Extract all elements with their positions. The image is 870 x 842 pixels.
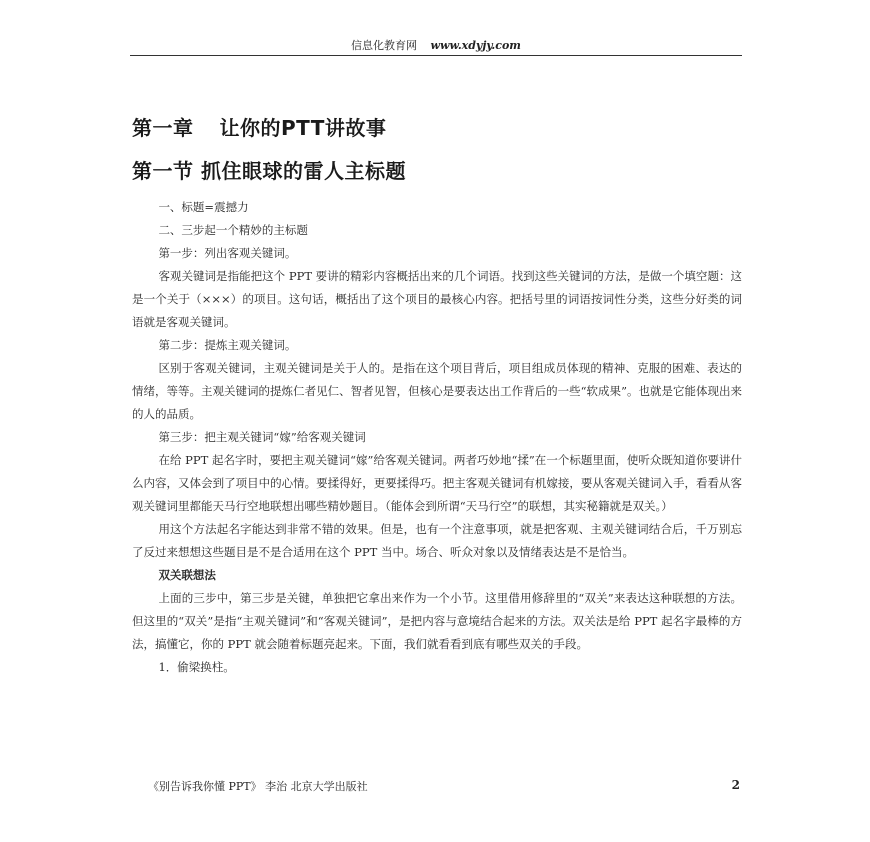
chapter-title [132, 112, 386, 141]
pun-method-heading: 双关联想法 [158, 568, 216, 582]
chapter-number: 第一章 [132, 116, 194, 140]
header-divider [130, 55, 742, 56]
pun-method-paragraph: 上面的三步中，第三步是关键，单独把它拿出来作为一个小节。这里借用修辞里的“双关”来表达这种联想的方法。但这里的“双关”是指“主观关键词”和“客观关键词”，是把内容与意境结合起来的方法。双关法是给 PPT 起名字最棒的方法，搞懂它，你的 PPT 就会随着标题亮起来。下面，我们就看看到底有哪些双关的手段。 [132, 591, 742, 651]
site-url: www.xdyjy.com [430, 39, 521, 52]
step-3-paragraph: 在给 PPT 起名字时，要把主观关键词“嫁”给客观关键词。两者巧妙地“揉”在一个标题里面，使听众既知道你要讲什么内容，又体会到了项目中的心情。要揉得好，更要揉得巧。把主客观关键词有机嫁接，要从客观关键词入手，看看从客观关键词里都能天马行空地联想出哪些精妙题目。（能体会到所谓“天马行空”的联想，其实秘籍就是双关。） [132, 453, 742, 513]
book-citation: 《别告诉我你懂 PPT》 李治 北京大学出版社 [148, 780, 368, 793]
site-name: 信息化教育网 [351, 39, 418, 52]
step-1-paragraph: 客观关键词是指能把这个 PPT 要讲的精彩内容概括出来的几个词语。找到这些关键词的方法，是做一个填空题：这是一个关于（×××）的项目。这句话，概括出了这个项目的最核心内容。把括号里的词语按词性分类，这些分好类的词语就是客观关键词。 [132, 269, 742, 329]
page-header [130, 38, 742, 54]
step-2-paragraph: 区别于客观关键词，主观关键词是关于人的。是指在这个项目背后，项目组成员体现的精神、克服的困难、表达的情绪，等等。主观关键词的提炼仁者见仁、智者见智，但核心是要表达出工作背后的一些“软成果”。也就是它能体现出来的人的品质。 [132, 361, 742, 421]
method-note-paragraph: 用这个方法起名字能达到非常不错的效果。但是，也有一个注意事项，就是把客观、主观关键词结合后，千万别忘了反过来想想这些题目是不是合适用在这个 PPT 当中。场合、听众对象以及情绪表达是不是恰当。 [132, 522, 742, 559]
page-footer [148, 778, 740, 794]
list-item-1: 1．偷梁换柱。 [158, 660, 235, 674]
heading-three-steps: 二、三步起一个精妙的主标题 [158, 223, 308, 237]
chapter-name: 让你的PTT讲故事 [219, 116, 387, 140]
step-3-heading: 第三步：把主观关键词“嫁”给客观关键词 [158, 430, 366, 444]
page-number: 2 [731, 778, 740, 792]
step-1-heading: 第一步：列出客观关键词。 [158, 246, 297, 260]
heading-title-impact: 一、标题=震撼力 [158, 200, 249, 214]
body-text [132, 196, 742, 679]
step-2-heading: 第二步：提炼主观关键词。 [158, 338, 297, 352]
section-title: 第一节 抓住眼球的雷人主标题 [132, 159, 406, 183]
